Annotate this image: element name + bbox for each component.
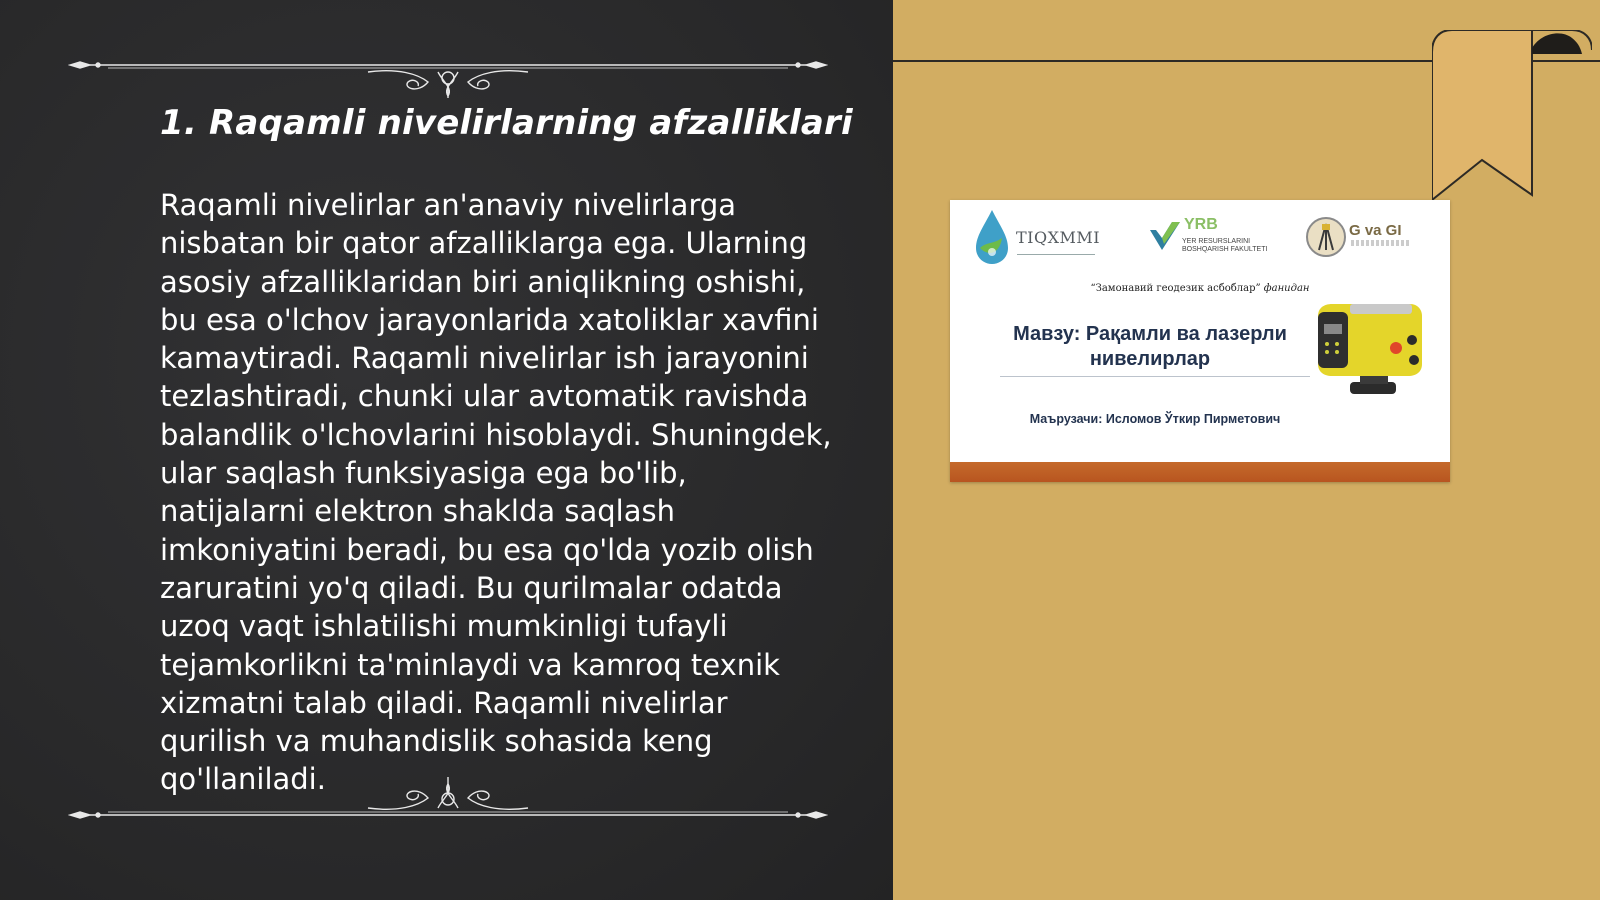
top-flourish-divider-icon bbox=[68, 48, 828, 98]
lecture-topic: Мавзу: Рақамли ва лазерли нивелирлар bbox=[1013, 323, 1287, 370]
slide-body-text: Raqamli nivelirlar an'anaviy nivelirlarga nisbatan bir qator afzalliklarga ega. Ularning asosiy afzalliklaridan biri aniqlikning oshishi, bu esa o'lchov jarayonlarida xatoliklar xavfini kamaytiradi. Raqamli nivelirlar ish jarayonini tezlashtiradi, chunki ular avtomatik ravishda balandlik o'lchovlarini hisoblaydi. Shuningdek, ular saqlash funksiyasiga ega bo'lib, natijalarni elektron shakldа saqlash imkoniyatini beradi, bu esa qo'lda yozib olish zaruratini yo'q qiladi. Bu qurilmalar odatda uzoq vaqt ishlatilishi mumkinligi tufayli tejamkorlikni ta'minlaydi va kamroq texnik xizmatni talab qiladi. Raqamli nivelirlar qurilish va muhandislik sohasida keng qo'llaniladi. bbox=[160, 188, 832, 797]
bookmark-ribbon-icon bbox=[1432, 30, 1592, 200]
tiqxmmi-logo bbox=[972, 208, 1100, 266]
water-drop-logo-icon bbox=[972, 208, 1012, 266]
presenter-line: Маърузачи: Исломов Ўткир Пирметович bbox=[1029, 412, 1281, 426]
gvagi-logo-subline bbox=[1351, 240, 1411, 246]
slide-title: 1. Raqamli nivelirlarning afzalliklari bbox=[160, 103, 853, 143]
check-mountain-logo-icon bbox=[1150, 222, 1180, 252]
tiqxmmi-logo-text: TIQXMMI bbox=[1016, 227, 1101, 247]
thumbnail-bottom-band bbox=[950, 462, 1450, 482]
tiqxmmi-logo-subline bbox=[1017, 254, 1095, 255]
bottom-flourish-divider-icon bbox=[68, 775, 828, 825]
topic-rule bbox=[1000, 376, 1310, 377]
yrb-logo bbox=[1150, 216, 1268, 253]
gvagi-logo-title: G va GI bbox=[1349, 222, 1402, 239]
subject-name: “Замонавий геодезик асбоблар” bbox=[1090, 283, 1261, 294]
yrb-logo-subtitle: YER RESURSLARINI BOSHQARISH FAKULTETI bbox=[1182, 238, 1268, 253]
subject-suffix: фанидан bbox=[1263, 283, 1310, 294]
subject-line bbox=[950, 283, 1450, 294]
surveyor-emblem-icon bbox=[1305, 216, 1347, 258]
gvagi-logo bbox=[1305, 216, 1402, 258]
digital-level-icon bbox=[1310, 302, 1430, 402]
yrb-logo-title: YRB bbox=[1184, 216, 1218, 233]
slide-thumbnail-image bbox=[950, 200, 1450, 482]
